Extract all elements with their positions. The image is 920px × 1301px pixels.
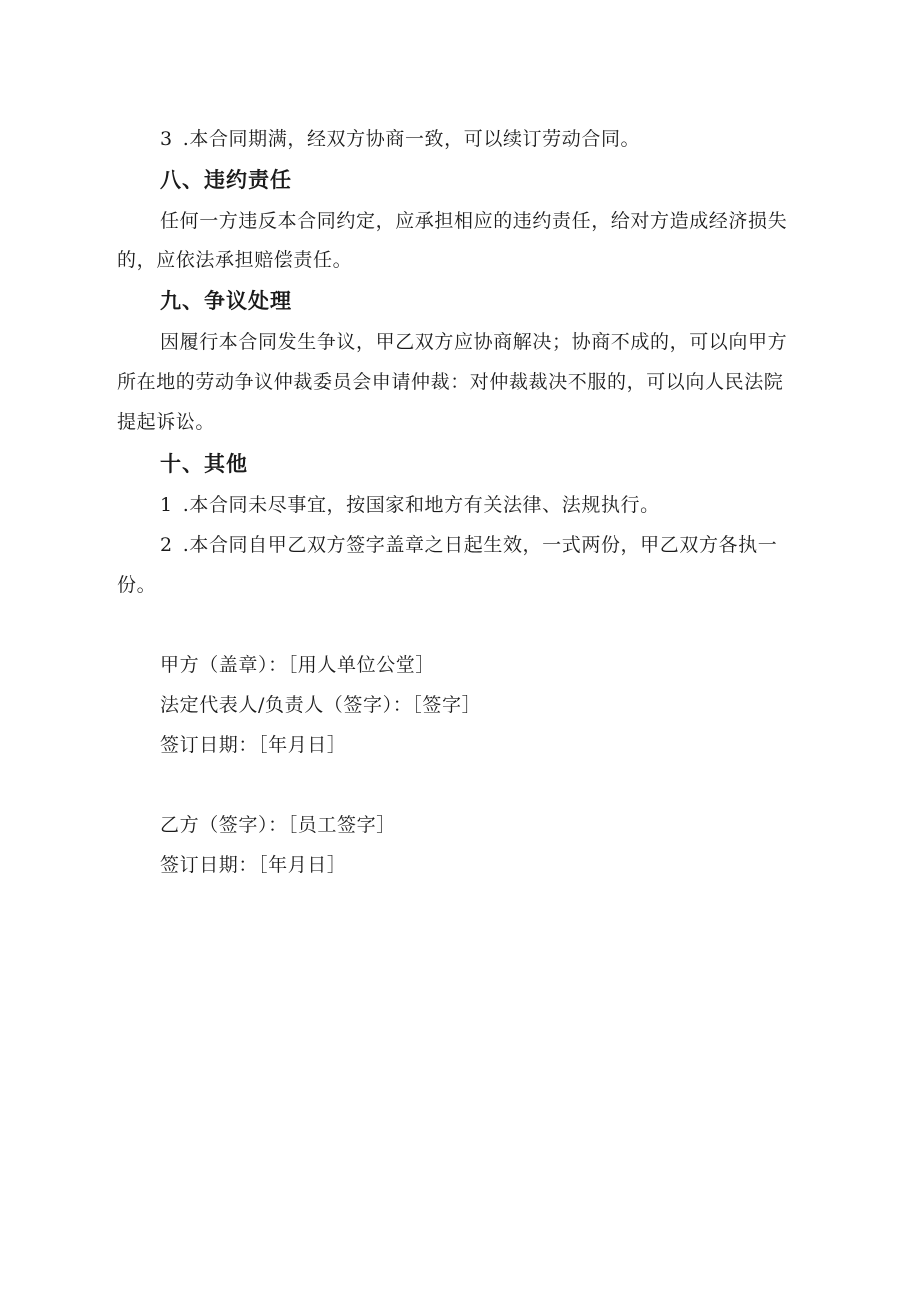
- breach-paragraph-line-2: 的，应依法承担赔偿责任。: [117, 249, 353, 271]
- item-text: .本合同期满，经双方协商一致，可以续订劳动合同。: [182, 128, 641, 150]
- party-b-signature-line: 乙方（签字）：［员工签字］: [160, 814, 396, 836]
- party-a-seal-line: 甲方（盖章）：［用人单位公堂］: [160, 654, 436, 676]
- breach-heading: 八、违约责任: [160, 168, 292, 192]
- other-item-2-line-2: 份。: [117, 574, 157, 596]
- term-item-3: [160, 126, 640, 152]
- dispute-heading: 九、争议处理: [160, 289, 292, 313]
- party-b-date-line: 签订日期：［年月日］: [160, 854, 347, 876]
- party-a-date-line: 签订日期：［年月日］: [160, 734, 347, 756]
- item-number: 2: [160, 534, 173, 556]
- other-item-2-line-1: [160, 532, 777, 558]
- other-item-1: [160, 492, 660, 518]
- dispute-paragraph-line-3: 提起诉讼。: [117, 411, 216, 433]
- item-number: 1: [160, 494, 173, 516]
- item-number: 3: [160, 128, 173, 150]
- breach-paragraph-line-1: 任何一方违反本合同约定，应承担相应的违约责任，给对方造成经济损失: [160, 210, 788, 232]
- item-text: .本合同自甲乙双方签字盖章之日起生效，一式两份，甲乙双方各执一: [182, 534, 778, 556]
- dispute-paragraph-line-2: 所在地的劳动争议仲裁委员会申请仲裁：对仲裁裁决不服的，可以向人民法院: [117, 371, 784, 393]
- item-text: .本合同未尽事宜，按国家和地方有关法律、法规执行。: [182, 494, 660, 516]
- legal-representative-line: 法定代表人/负责人（签字）：［签字］: [160, 694, 482, 716]
- dispute-paragraph-line-1: 因履行本合同发生争议，甲乙双方应协商解决；协商不成的，可以向甲方: [160, 331, 788, 353]
- other-heading: 十、其他: [160, 452, 248, 476]
